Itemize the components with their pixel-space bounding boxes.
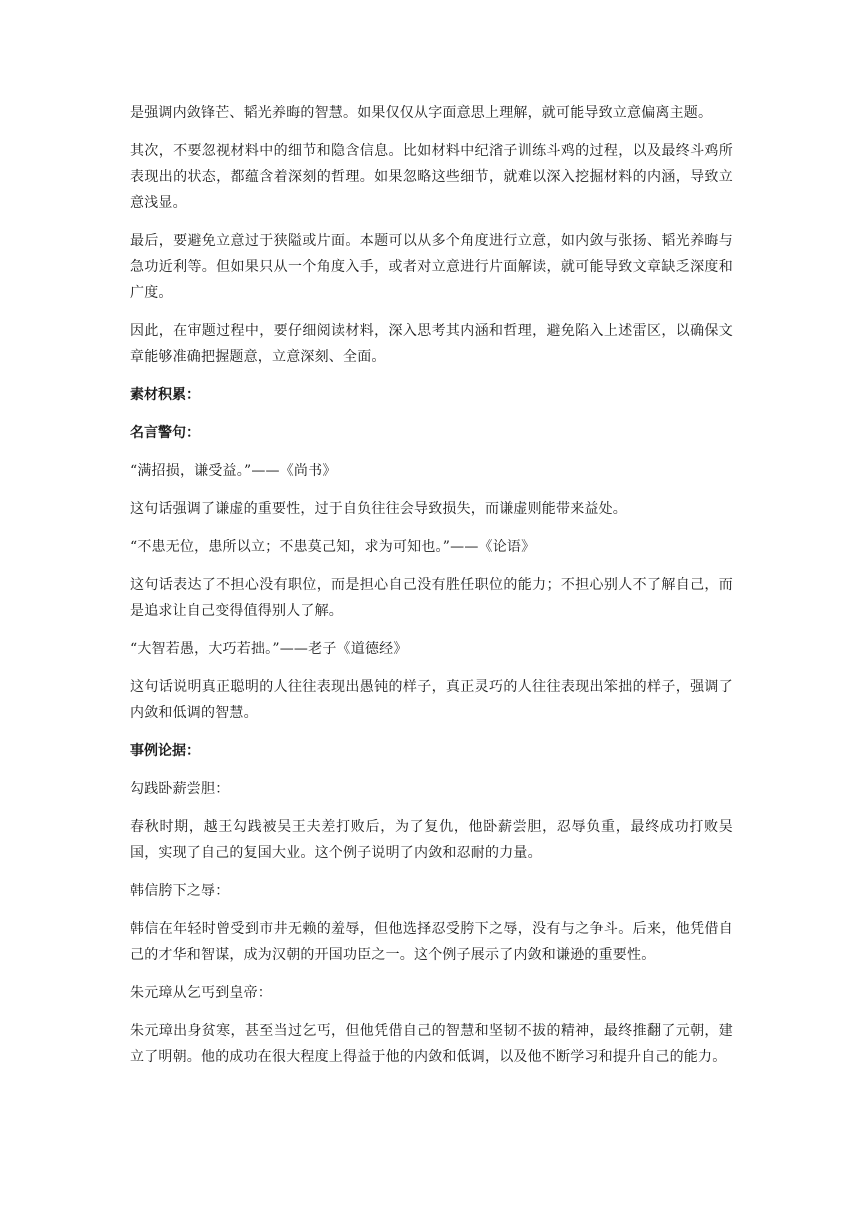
paragraph-topic-deviation: 是强调内敛锋芒、韬光养晦的智慧。如果仅仅从字面意思上理解，就可能导致立意偏离主题。 [130,105,713,121]
paragraph-details: 其次，不要忽视材料中的细节和隐含信息。比如材料中纪渻子训练斗鸡的过程，以及最终斗鸡所表现出的状态，都蕴含着深刻的哲理。如果忽略这些细节，就难以深入挖掘材料的内涵，导致立意浅显。 [130,143,733,211]
example-1-body: 春秋时期，越王勾践被吴王夫差打败后，为了复仇，他卧薪尝胆，忍辱负重，最终成功打败吴国，实现了自己的复国大业。这个例子说明了内敛和忍耐的力量。 [130,819,733,861]
document-page [130,100,733,1082]
quote-2: “不患无位，患所以立；不患莫己知，求为可知也。”——《论语》 [130,539,536,555]
heading-examples: 事例论据： [130,743,200,759]
paragraph-conclusion: 因此，在审题过程中，要仔细阅读材料，深入思考其内涵和哲理，避免陷入上述雷区，以确保文章能够准确把握题意，立意深刻、全面。 [130,323,733,365]
example-3-title: 朱元璋从乞丐到皇帝： [130,985,272,1001]
quote-3: “大智若愚，大巧若拙。”——老子《道德经》 [130,641,408,657]
quote-1: “满招损，谦受益。”——《尚书》 [130,463,337,479]
heading-quotes: 名言警句： [130,425,200,441]
paragraph-narrow-view: 最后，要避免立意过于狭隘或片面。本题可以从多个角度进行立意，如内敛与张扬、韬光养晦与急功近利等。但如果只从一个角度入手，或者对立意进行片面解读，就可能导致文章缺乏深度和广度。 [130,233,733,301]
example-2-body: 韩信在年轻时曾受到市井无赖的羞辱，但他选择忍受胯下之辱，没有与之争斗。后来，他凭借自己的才华和智谋，成为汉朝的开国功臣之一。这个例子展示了内敛和谦逊的重要性。 [130,921,733,963]
example-2-title: 韩信胯下之辱： [130,883,230,899]
example-3-body: 朱元璋出身贫寒，甚至当过乞丐，但他凭借自己的智慧和坚韧不拔的精神，最终推翻了元朝，建立了明朝。他的成功在很大程度上得益于他的内敛和低调，以及他不断学习和提升自己的能力。 [130,1023,733,1065]
quote-2-note: 这句话表达了不担心没有职位，而是担心自己没有胜任职位的能力；不担心别人不了解自己，而是追求让自己变得值得别人了解。 [130,577,733,619]
quote-1-note: 这句话强调了谦虚的重要性，过于自负往往会导致损失，而谦虚则能带来益处。 [130,501,627,517]
example-1-title: 勾践卧薪尝胆： [130,781,230,797]
quote-3-note: 这句话说明真正聪明的人往往表现出愚钝的样子，真正灵巧的人往往表现出笨拙的样子，强调了内敛和低调的智慧。 [130,679,733,721]
heading-material: 素材积累： [130,387,200,403]
